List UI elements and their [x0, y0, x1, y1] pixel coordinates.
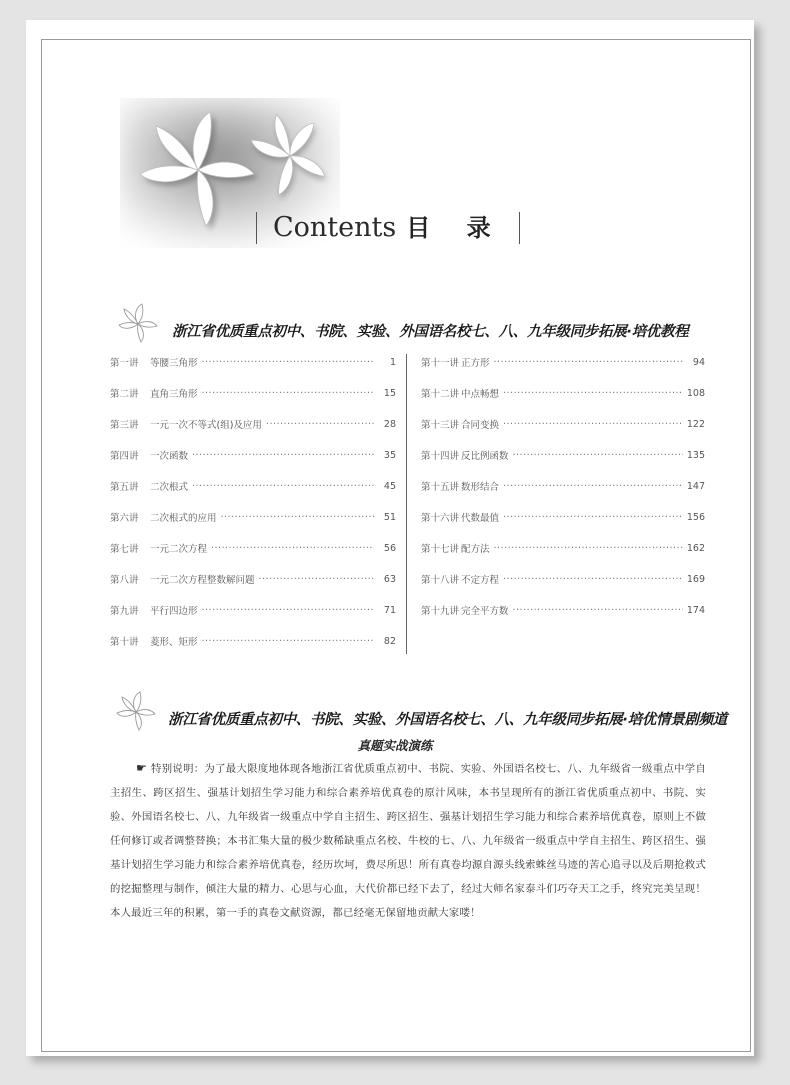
toc-lecture-number: 第三讲	[110, 420, 139, 431]
toc-leader-dots	[266, 419, 374, 430]
toc-leader-dots	[202, 388, 374, 399]
toc-leader-dots	[202, 636, 374, 647]
toc-entry-title: 平行四边形	[150, 606, 198, 617]
toc-leader-dots	[494, 357, 683, 368]
toc-leader-dots	[503, 512, 683, 523]
toc-page-number: 169	[686, 573, 705, 585]
toc-lecture-number: 第十四讲	[421, 451, 460, 462]
toc-page-number: 174	[686, 604, 705, 616]
flower-icon	[112, 690, 160, 732]
toc-entry-title: 不定方程	[461, 575, 500, 586]
toc-leader-dots	[494, 543, 683, 554]
toc-leader-dots	[221, 512, 374, 523]
contents-heading-zh: 目 录	[406, 214, 505, 242]
toc-lecture-number: 第十二讲	[421, 389, 460, 400]
toc-page-number: 35	[383, 449, 396, 461]
toc-lecture-number: 第五讲	[110, 482, 139, 493]
flower-icon	[114, 302, 162, 344]
toc-leader-dots	[259, 574, 374, 585]
toc-entry[interactable]	[110, 414, 396, 434]
toc-leader-dots	[513, 450, 683, 461]
toc-page-number: 94	[692, 356, 705, 368]
toc-page-number: 82	[383, 635, 396, 647]
toc-leader-dots	[503, 388, 683, 399]
toc-entry-title: 等腰三角形	[150, 358, 198, 369]
column-divider	[406, 354, 407, 654]
toc-lecture-number: 第九讲	[110, 606, 139, 617]
toc-entry-title: 合同变换	[461, 420, 500, 431]
toc-lecture-number: 第六讲	[110, 513, 139, 524]
toc-entry-title: 反比例函数	[461, 451, 509, 462]
special-note	[110, 756, 706, 925]
toc-entry[interactable]	[421, 569, 705, 589]
toc-entry-title: 一元二次方程	[150, 544, 208, 555]
toc-entry-title: 一次函数	[150, 451, 189, 462]
toc-entry-title: 菱形、矩形	[150, 637, 198, 648]
toc-lecture-number: 第十七讲	[421, 544, 460, 555]
toc-page-number: 63	[383, 573, 396, 585]
toc-entry-title: 数形结合	[461, 482, 500, 493]
toc-entry[interactable]	[421, 352, 705, 372]
toc-entry[interactable]	[421, 600, 705, 620]
toc-entry[interactable]	[110, 600, 396, 620]
toc-page-number: 28	[383, 418, 396, 430]
toc-entry[interactable]	[110, 476, 396, 496]
toc-lecture-number: 第十三讲	[421, 420, 460, 431]
toc-entry-title: 一元二次方程整数解问题	[150, 575, 255, 586]
toc-page-number: 15	[383, 387, 396, 399]
toc-lecture-number: 第二讲	[110, 389, 139, 400]
toc-leader-dots	[503, 419, 683, 430]
toc-entry-title: 直角三角形	[150, 389, 198, 400]
toc-lecture-number: 第十八讲	[421, 575, 460, 586]
toc-entry-title: 完全平方数	[461, 606, 509, 617]
section1-title: 浙江省优质重点初中、书院、实验、外国语名校七、八、九年级同步拓展·培优教程	[172, 324, 689, 340]
toc-entry-title: 代数最值	[461, 513, 500, 524]
toc-page-number: 135	[686, 449, 705, 461]
toc-entry[interactable]	[421, 414, 705, 434]
toc-entry[interactable]	[421, 538, 705, 558]
toc-entry-title: 中点畅想	[461, 389, 500, 400]
toc-page-number: 56	[383, 542, 396, 554]
special-note-text: 特别说明：为了最大限度地体现各地浙江省优质重点初中、书院、实验、外国语名校七、八、九年级省一级重点中学自主招生、跨区招生、强基计划招生学习能力和综合素养培优真卷的原汁风味，本书呈现所有的浙江省优质重点初中、书院、实验、外国语名校七、八、九年级省一级重点中学自主招生、跨区招生、强基计划招生学习能力和综合素养培优真卷，原则上不做任何修订或者调整替换；本书汇集大量的极少数稀缺重点名校、牛校的七、八、九年级省一级重点中学自主招生、跨区招生、强基计划招生学习能力和综合素养培优真卷，经历坎坷，费尽所思！所有真卷均源自源头线索蛛丝马迹的苦心追寻以及后期抢救式的挖掘整理与制作，倾注大量的精力、心思与心血，大代价都已经下去了，经过大师名家泰斗们巧夺天工之手，终究完美呈现！本人最近三年的积累，第一手的真卷文献资源，都已经毫无保留地贡献大家喽！	[110, 763, 706, 919]
toc-entry[interactable]	[421, 383, 705, 403]
toc-leader-dots	[513, 605, 683, 616]
toc-page-number: 156	[686, 511, 705, 523]
toc-leader-dots	[202, 605, 374, 616]
toc-entry[interactable]	[110, 445, 396, 465]
toc-page-number: 147	[686, 480, 705, 492]
toc-leader-dots	[503, 574, 683, 585]
toc-entry[interactable]	[421, 476, 705, 496]
toc-entry-title: 配方法	[461, 544, 490, 555]
toc-leader-dots	[192, 481, 374, 492]
toc-entry-title: 二次根式	[150, 482, 189, 493]
toc-lecture-number: 第十六讲	[421, 513, 460, 524]
pointing-hand-icon: ☛	[136, 761, 147, 775]
toc-entry-title: 正方形	[461, 358, 490, 369]
toc-page-number: 162	[686, 542, 705, 554]
toc-leader-dots	[211, 543, 374, 554]
toc-lecture-number: 第十一讲	[421, 358, 460, 369]
toc-page-number: 122	[686, 418, 705, 430]
toc-lecture-number: 第十五讲	[421, 482, 460, 493]
toc-entry[interactable]	[421, 507, 705, 527]
toc-leader-dots	[192, 450, 374, 461]
toc-page-number: 71	[383, 604, 396, 616]
toc-entry[interactable]	[110, 507, 396, 527]
toc-entry[interactable]	[110, 383, 396, 403]
toc-entry[interactable]	[110, 631, 396, 651]
toc-lecture-number: 第一讲	[110, 358, 139, 369]
toc-entry-title: 二次根式的应用	[150, 513, 217, 524]
contents-heading-en: Contents	[273, 212, 397, 243]
toc-page-number: 45	[383, 480, 396, 492]
toc-entry[interactable]	[110, 352, 396, 372]
toc-lecture-number: 第十九讲	[421, 606, 460, 617]
toc-entry[interactable]	[110, 538, 396, 558]
toc-leader-dots	[503, 481, 683, 492]
toc-entry[interactable]	[110, 569, 396, 589]
toc-lecture-number: 第十讲	[110, 637, 139, 648]
toc-entry-title: 一元一次不等式(组)及应用	[150, 420, 262, 431]
toc-entry[interactable]	[421, 445, 705, 465]
toc-page-number: 51	[383, 511, 396, 523]
toc-lecture-number: 第四讲	[110, 451, 139, 462]
toc-page-number: 1	[389, 356, 396, 368]
toc-leader-dots	[202, 357, 374, 368]
toc-lecture-number: 第八讲	[110, 575, 139, 586]
toc-lecture-number: 第七讲	[110, 544, 139, 555]
toc-page-number: 108	[686, 387, 705, 399]
section2-title: 浙江省优质重点初中、书院、实验、外国语名校七、八、九年级同步拓展·培优情景剧频道	[168, 712, 728, 728]
contents-heading	[256, 212, 520, 244]
section2-subtitle: 真题实战演练	[357, 738, 433, 753]
